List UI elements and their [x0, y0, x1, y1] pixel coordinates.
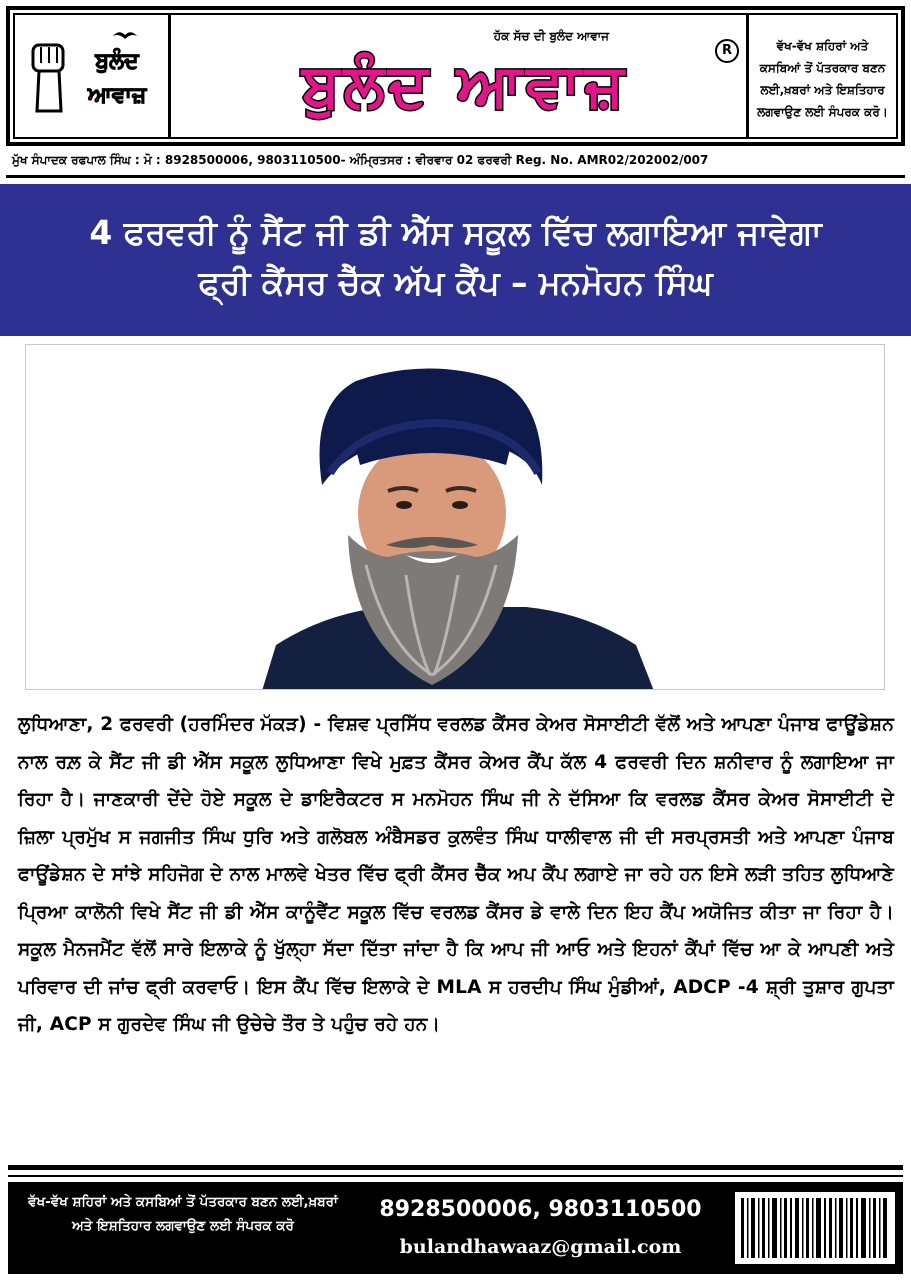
barcode [735, 1192, 895, 1264]
headline-line-1: 4 ਫਰਵਰੀ ਨੂੰ ਸੈਂਟ ਜੀ ਡੀ ਐੱਸ ਸਕੂਲ ਵਿੱਚ ਲਗਾਇਆ ਜਾਵੇਗਾ [89, 213, 822, 252]
logo [15, 15, 171, 137]
registered-mark: R [715, 39, 739, 63]
footer-email[interactable]: bulandhawaaz@gmail.com [399, 1236, 682, 1258]
footer-rule-thin [8, 1175, 903, 1177]
footer-ad-text: ਵੱਖ-ਵੱਖ ਸ਼ਹਿਰਾਂ ਅਤੇ ਕਸਬਿਆਂ ਤੋਂ ਪੱਤਰਕਾਰ ਬਣਨ ਲਈ,ਖ਼ਬਰਾਂ ਅਤੇ ਇਸ਼ਤਿਹਾਰ ਲਗਵਾਉਣ ਲਈ ਸੰਪਰਕ ਕਰੋ [28, 1194, 338, 1234]
masthead-center [171, 15, 759, 137]
newspaper-title: ਬੁਲੰਦ ਆਵਾਜ਼ [302, 51, 628, 121]
bird-icon [113, 29, 137, 43]
editor-line: ਮੁੱਖ ਸੰਪਾਦਕ ਰਫਪਾਲ ਸਿੰਘ : ਮੋ : 8928500006, 9803110500- ਅੰਮ੍ਰਿਤਸਰ : ਵੀਰਵਾਰ 02 ਫਰਵਰੀ Reg. No. AMR02/202002/007 [6, 148, 905, 178]
logo-text-bottom: ਆਵਾਜ਼ [87, 83, 147, 108]
portrait-photo [25, 344, 885, 690]
tagline: ਹੱਕ ਸੱਚ ਦੀ ਬੁਲੰਦ ਆਵਾਜ [493, 29, 609, 43]
headline-banner [0, 184, 911, 336]
portrait-illustration [26, 345, 885, 690]
barcode-icon [735, 1192, 895, 1264]
logo-text-top: ਬੁਲੰਦ [95, 49, 139, 74]
masthead [6, 6, 905, 146]
footer-contact [353, 1192, 728, 1262]
raised-fist-icon [29, 41, 69, 113]
footer-bar [8, 1182, 903, 1274]
headline-line-2: ਫ੍ਰੀ ਕੈਂਸਰ ਚੈੱਕ ਅੱਪ ਕੈਂਪ – ਮਨਮੋਹਨ ਸਿੰਘ [198, 263, 713, 302]
masthead-frame [13, 13, 898, 139]
footer-rule-thick [8, 1165, 903, 1170]
footer-phone[interactable]: 8928500006, 9803110500 [379, 1197, 702, 1222]
article-body: ਲੁਧਿਆਣਾ, 2 ਫਰਵਰੀ (ਹਰਮਿੰਦਰ ਮੱਕੜ) - ਵਿਸ਼ਵ ਪ੍ਰਸਿੱਧ ਵਰਲਡ ਕੈਂਸਰ ਕੇਅਰ ਸੋਸਾਈਟੀ ਵੱਲੋਂ ਅਤੇ ਆਪਣਾ ਪੰਜਾਬ ਫਾਊਂਡੇਸ਼ਨ ਨਾਲ ਰਲ਼ ਕੇ ਸੈਂਟ ਜੀ ਡੀ ਐੱਸ ਸਕੂਲ ਲੁਧਿਆਣਾ ਵਿਖੇ ਮੁਫ਼ਤ ਕੈਂਸਰ ਕੇਅਰ ਕੈਂਪ ਕੱਲ 4 ਫਰਵਰੀ ਦਿਨ ਸ਼ਨੀਵਾਰ ਨੂੰ ਲਗਾਇਆ ਜਾ ਰਿਹਾ ਹੈ। ਜਾਣਕਾਰੀ ਦੇਂਦੇ ਹੋਏ ਸਕੂਲ ਦੇ ਡਾਇਰੈਕਟਰ ਸ ਮਨਮੋਹਨ ਸਿੰਘ ਜੀ ਨੇ ਦੱਸਿਆ ਕਿ ਵਰਲਡ ਕੈਂਸਰ ਕੇਅਰ ਸੋਸਾਈਟੀ ਦੇ ਜ਼ਿਲਾ ਪ੍ਰਮੁੱਖ ਸ ਜਗਜੀਤ ਸਿੰਘ ਧੁਰਿ ਅਤੇ ਗਲੋਬਲ ਅੰਬੈਸਡਰ ਕੁਲਵੰਤ ਸਿੰਘ ਧਾਲੀਵਾਲ ਜੀ ਦੀ ਸਰਪ੍ਰਸਤੀ ਅਤੇ ਆਪਣਾ ਪੰਜਾਬ ਫਾਊਂਡੇਸ਼ਨ ਦੇ ਸਾਂਝੇ ਸਹਿਜੋਗ ਦੇ ਨਾਲ ਮਾਲਵੇ ਖੇਤਰ ਵਿੱਚ ਫ੍ਰੀ ਕੈਂਸਰ ਚੈੱਕ ਅਪ ਕੈਂਪ ਲਗਾਏ ਜਾ ਰਹੇ ਹਨ ਇਸੇ ਲੜੀ ਤਹਿਤ ਲੁਧਿਆਣੇ ਪ੍ਰਿਆ ਕਾਲੋਨੀ ਵਿਖੇ ਸੈਂਟ ਜੀ ਡੀ ਐੱਸ ਕਾਨੂੰਵੈਂਟ ਸਕੂਲ ਵਿੱਚ ਵਰਲਡ ਕੈਂਸਰ ਡੇ ਵਾਲੇ ਦਿਨ ਇਹ ਕੈਂਪ ਅਯੋਜਿਤ ਕੀਤਾ ਜਾ ਰਿਹਾ ਹੈ। ਸਕੂਲ ਮੈਨਜਮੈਂਟ ਵੱਲੋਂ ਸਾਰੇ ਇਲਾਕੇ ਨੂੰ ਖੁੱਲ੍ਹਾ ਸੱਦਾ ਦਿੱਤਾ ਜਾਂਦਾ ਹੈ ਕਿ ਆਪ ਜੀ ਆਓ ਅਤੇ ਇਹਨਾਂ ਕੈਂਪਾਂ ਵਿੱਚ ਆ ਕੇ ਆਪਣੀ ਅਤੇ ਪਰਿਵਾਰ ਦੀ ਜਾਂਚ ਫ੍ਰੀ ਕਰਵਾਓ। ਇਸ ਕੈਂਪ ਵਿੱਚ ਇਲਾਕੇ ਦੇ MLA ਸ ਹਰਦੀਪ ਸਿੰਘ ਮੁੰਡੀਆਂ, ADCP -4 ਸ਼੍ਰੀ ਤੁਸ਼ਾਰ ਗੁਪਤਾ ਜੀ, ACP ਸ ਗੁਰਦੇਵ ਸਿੰਘ ਜੀ ਉਚੇਚੇ ਤੌਰ ਤੇ ਪਹੁੰਚ ਰਹੇ ਹਨ। [18, 714, 894, 1035]
masthead-ad-box: ਵੱਖ-ਵੱਖ ਸ਼ਹਿਰਾਂ ਅਤੇ ਕਸਬਿਆਂ ਤੋਂ ਪੱਤਰਕਾਰ ਬਣਨ ਲਈ,ਖ਼ਬਰਾਂ ਅਤੇ ਇਸ਼ਤਿਹਾਰ ਲਗਵਾਉਣ ਲਈ ਸੰਪਰਕ ਕਰੋ। [746, 15, 896, 137]
